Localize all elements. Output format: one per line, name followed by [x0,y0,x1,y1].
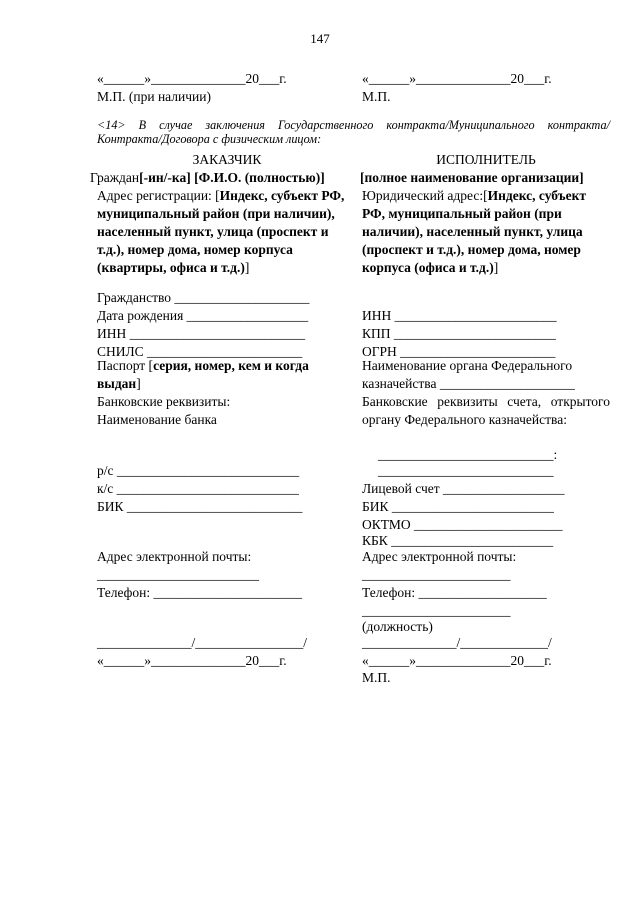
customer-birthdate: Дата рождения __________________ [97,308,309,323]
left-top-stamp: М.П. (при наличии) [97,89,211,104]
right-top-stamp: М.П. [362,89,391,104]
customer-citizen-prefix: Граждан [90,170,140,185]
contractor-position-line: ______________________ [362,603,511,618]
contractor-personal-account: Лицевой счет __________________ [362,481,565,496]
customer-date: «______»______________20___г. [97,653,287,668]
page-number: 147 [310,31,330,46]
contractor-bank-line-2: __________________________ [378,463,554,478]
customer-bik: БИК __________________________ [97,499,303,514]
contractor-date: «______»______________20___г. [362,653,552,668]
contractor-position: (должность) [362,619,433,634]
contractor-address-value: Индекс, субъект РФ, муниципальный район (при наличии), населенный пункт, улица (проспект и т.д.), номер дома, номер корпуса (офиса и т.д.) [362,188,586,275]
contractor-address-suffix: ] [493,260,499,275]
customer-address-value: Индекс, субъект РФ, муниципальный район (при наличии), населенный пункт, улица (проспект и т.д.), номер дома, номер корпуса (квартиры, офиса и т.д.) [97,188,345,275]
contractor-org-name-value: [полное наименование организации] [360,170,584,185]
customer-email-label: Адрес электронной почты: [97,549,252,564]
contractor-kbk: КБК ________________________ [362,533,554,548]
customer-passport-prefix: Паспорт [ [97,358,154,373]
contractor-signature: ______________/_____________/ [362,635,552,650]
contractor-oktmo: ОКТМО ______________________ [362,517,563,532]
contractor-inn: ИНН ________________________ [362,308,557,323]
contractor-email-label: Адрес электронной почты: [362,549,517,564]
customer-citizen-name: [-ин/-ка] [Ф.И.О. (полностью)] [139,170,325,185]
customer-bank-details: Банковские реквизиты: [97,394,231,409]
contractor-email-line: ______________________ [362,567,511,582]
contractor-stamp: М.П. [362,670,391,685]
contractor-bank-details: Банковские реквизиты счета, открытого органу Федерального казначейства: [362,394,610,427]
customer-inn: ИНН __________________________ [97,326,306,341]
customer-signature: ______________/________________/ [97,635,308,650]
footnote-14: <14> В случае заключения Государственного контракта/Муниципального контракта/ Контракта/Договора с физическим лицом: [97,118,610,146]
contractor-ogrn: ОГРН _______________________ [362,344,556,359]
customer-passport [97,357,355,393]
customer-email-line: ________________________ [97,567,259,582]
customer-header: ЗАКАЗЧИК [192,152,262,167]
contractor-address [362,187,610,277]
contractor-phone: Телефон: ___________________ [362,585,547,600]
customer-ks: к/с ___________________________ [97,481,299,496]
customer-address-prefix: Адрес регистрации: [ [97,188,220,203]
customer-passport-suffix: ] [136,376,141,391]
customer-bank-name: Наименование банка [97,412,217,427]
customer-citizenship: Гражданство ____________________ [97,290,310,305]
customer-citizen [90,169,325,187]
contractor-address-prefix: Юридический адрес:[ [362,188,488,203]
contractor-bik: БИК ________________________ [362,499,554,514]
customer-passport-value: серия, номер, кем и когда выдан [97,358,309,391]
customer-address-suffix: ] [244,260,250,275]
customer-rs: р/с ___________________________ [97,463,300,478]
contractor-kpp: КПП ________________________ [362,326,556,341]
contractor-header: ИСПОЛНИТЕЛЬ [436,152,536,167]
left-top-date: «______»______________20___г. [97,71,287,86]
customer-snils: СНИЛС _______________________ [97,344,303,359]
contractor-treasury-name: Наименование органа Федерального казначейства ____________________ [362,358,575,391]
contractor-org-name [360,169,584,187]
customer-phone: Телефон: ______________________ [97,585,302,600]
contractor-bank-line: __________________________: [378,447,558,462]
customer-address [97,187,355,277]
right-top-date: «______»______________20___г. [362,71,552,86]
